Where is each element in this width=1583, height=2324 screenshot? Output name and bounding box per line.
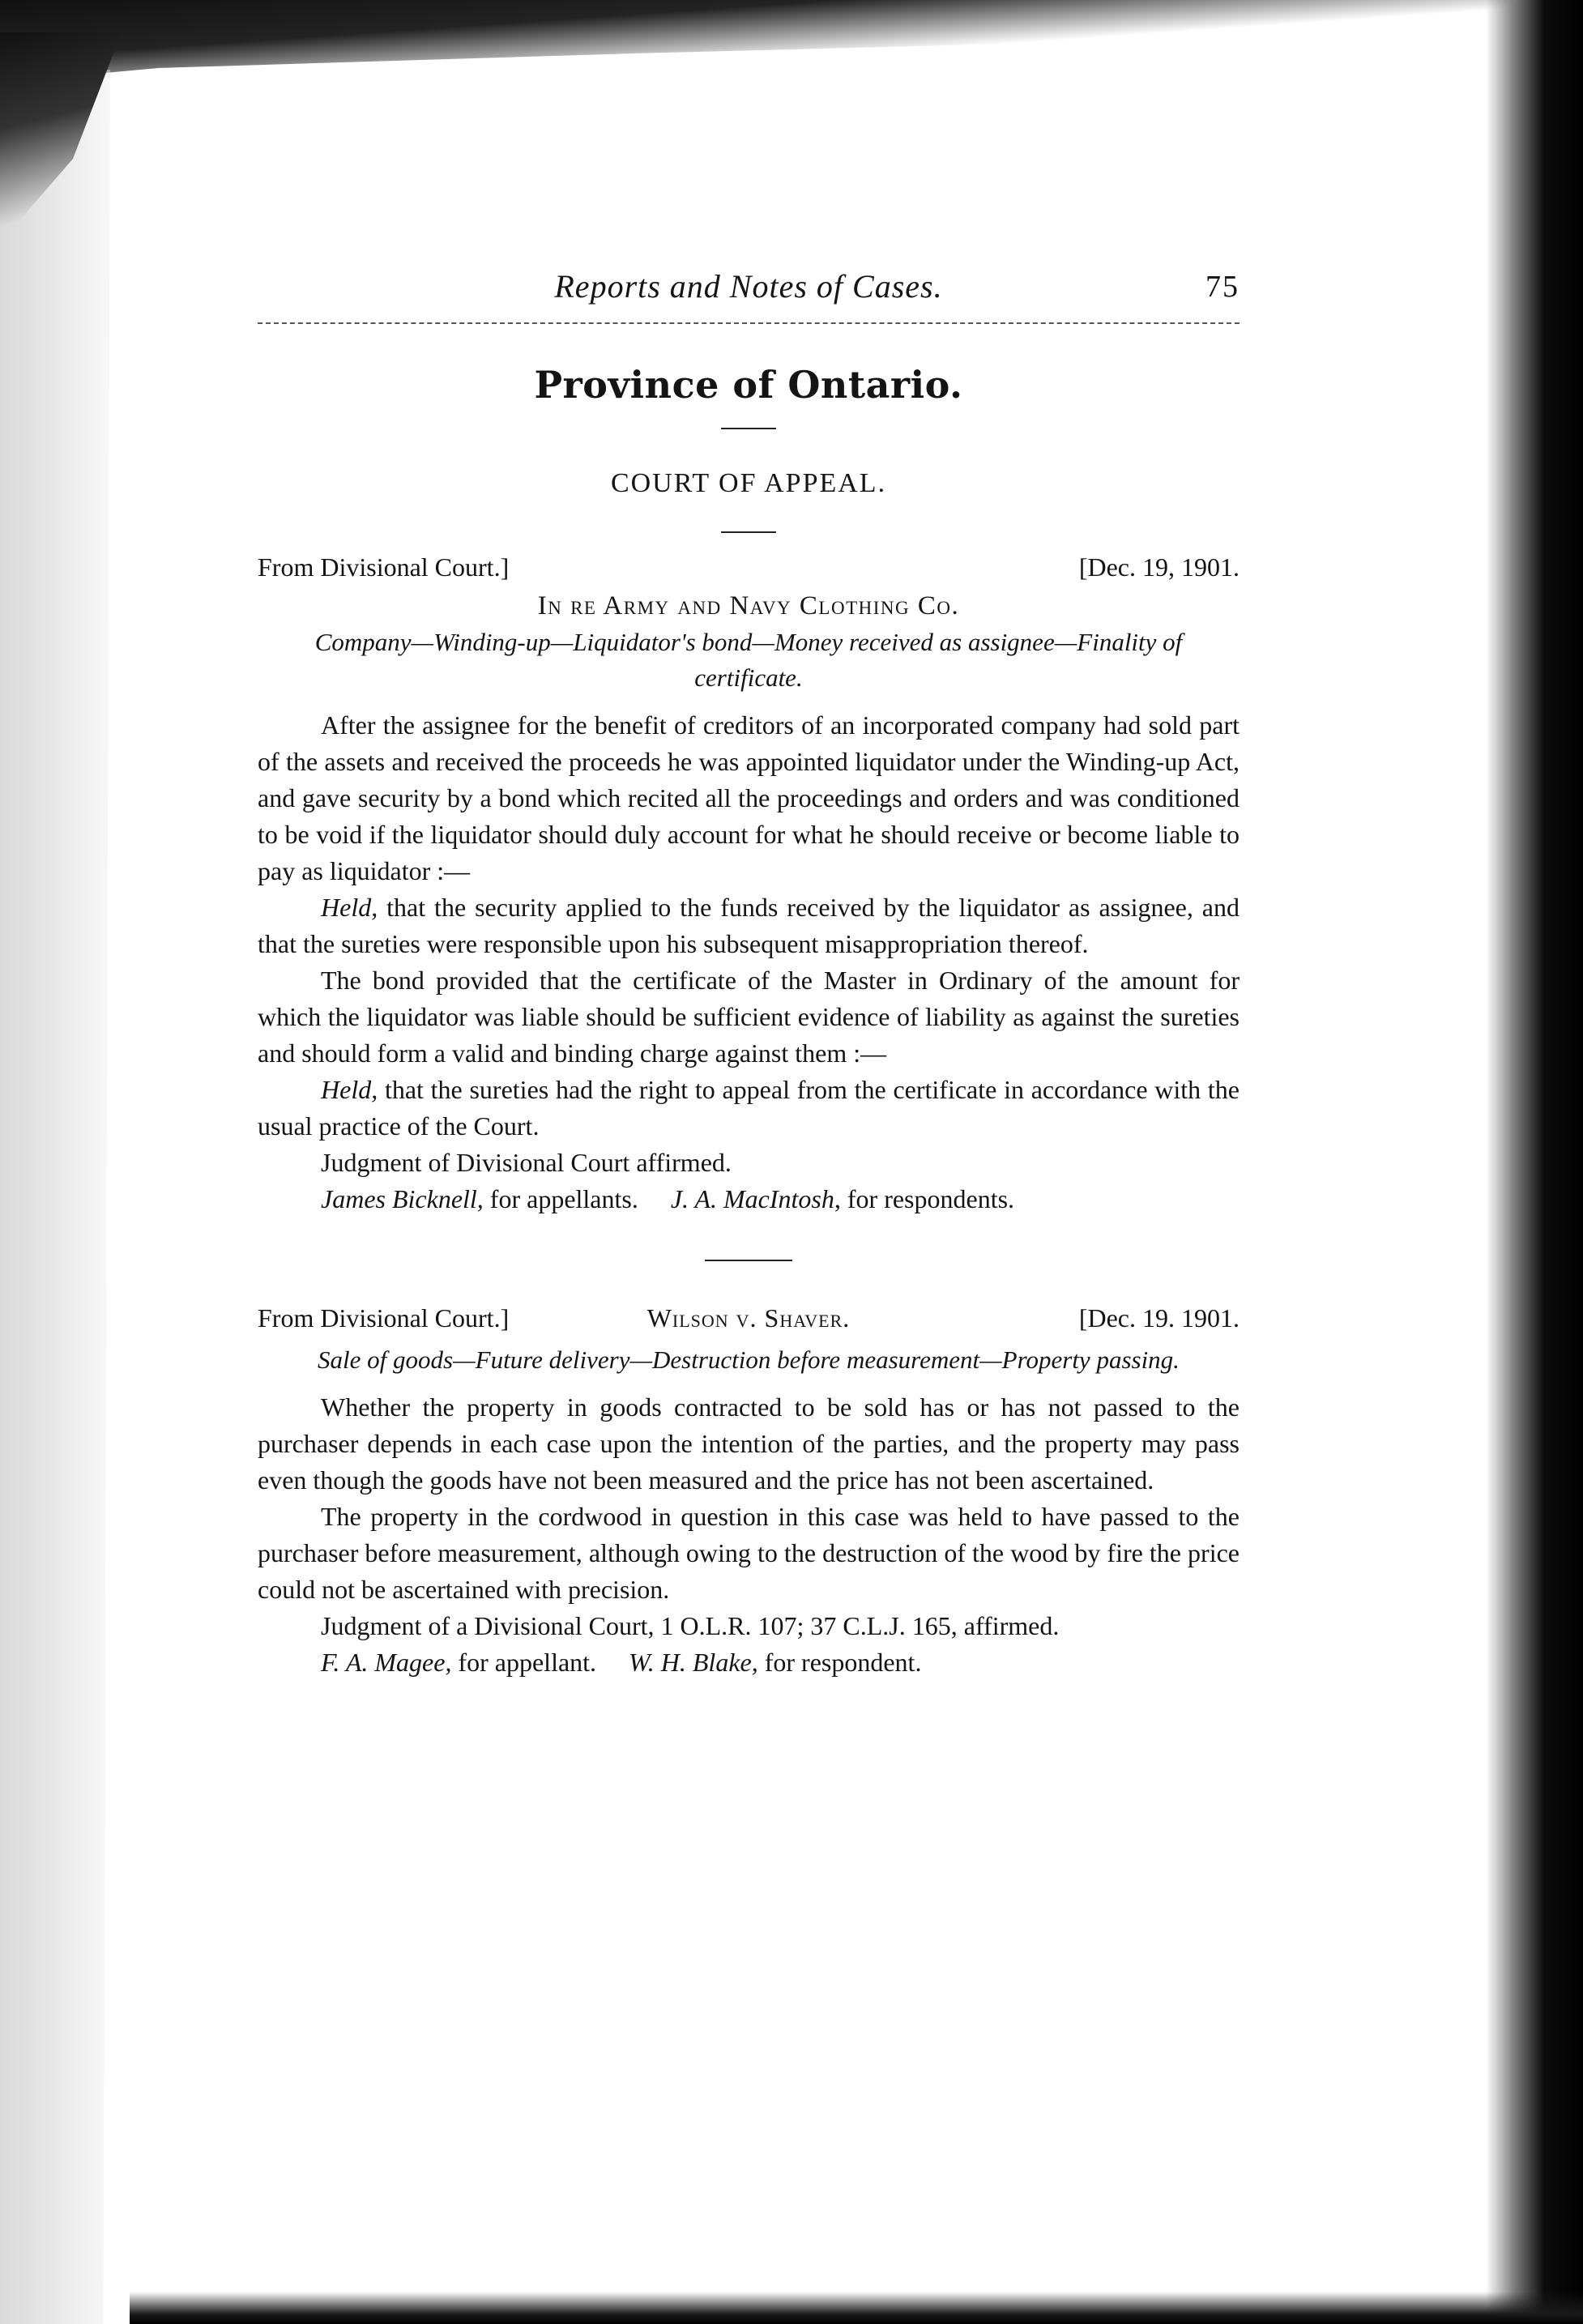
held-label: Held, <box>321 893 378 922</box>
case-2-from: From Divisional Court.] <box>258 1303 510 1333</box>
respondent-counsel-role: for respondent. <box>764 1648 922 1677</box>
case-1-date: [Dec. 19, 1901. <box>1078 552 1240 582</box>
appellant-counsel-name: F. A. Magee, <box>321 1648 452 1677</box>
appellant-counsel-name: James Bicknell, <box>321 1184 484 1213</box>
case-1-paragraph: After the assignee for the benefit of creditors of an incorporated company had sold part of the assets and received the proceeds he was appointed liquidator under the Winding-up Act, and gave security by a bond which recited all the proceedings and orders and was conditioned to be void if the liquidator should duly account for what he should receive or become liable to pay as liquidator :— <box>258 710 1240 885</box>
page-number: 75 <box>1205 270 1240 304</box>
case-2-date: [Dec. 19. 1901. <box>1078 1303 1240 1333</box>
header-rule <box>258 322 1240 324</box>
held-label: Held, <box>321 1075 378 1104</box>
appellant-counsel-role: for appellants. <box>489 1184 638 1213</box>
appellant-counsel-role: for appellant. <box>458 1648 597 1677</box>
section-divider <box>721 531 776 533</box>
case-divider <box>705 1260 792 1261</box>
scan-edge-bottom <box>130 2292 1583 2324</box>
case-1-from: From Divisional Court.] <box>258 552 510 582</box>
case-2-origin-row <box>258 1303 1240 1339</box>
province-heading: Province of Ontario. <box>534 363 963 407</box>
respondent-counsel-name: J. A. MacIntosh <box>670 1184 834 1213</box>
respondent-counsel-name: W. H. Blake, <box>629 1648 758 1677</box>
case-1-headnote: Company—Winding-up—Liquidator's bond—Money received as assignee—Finality of certificate. <box>314 628 1183 692</box>
running-head <box>258 267 1240 316</box>
case-1-paragraph: The bond provided that the certificate of the Master in Ordinary of the amount for which the liquidator was liable should be sufficient evidence of liability as against the sureties and should form a valid and binding charge against them :— <box>258 966 1240 1068</box>
case-1-holding-text: that the security applied to the funds received by the liquidator as assignee, and that the sureties were responsible upon his subsequent misappropriation thereof. <box>258 893 1240 958</box>
case-2-judgment: Judgment of a Divisional Court, 1 O.L.R. 107; 37 C.L.J. 165, affirmed. <box>321 1611 1060 1640</box>
page-content <box>258 267 1240 1681</box>
case-2-paragraph: Whether the property in goods contracted to be sold has or has not passed to the purchaser depends in each case upon the intention of the parties, and the property may pass even though the goods have not been measured and the price has not been ascertained. <box>258 1392 1240 1495</box>
scan-edge-top <box>0 0 1583 97</box>
running-title: Reports and Notes of Cases. <box>554 268 943 305</box>
case-2-title: Wilson v. Shaver. <box>646 1303 851 1333</box>
section-divider <box>721 428 776 429</box>
case-2-counsel <box>258 1644 1240 1681</box>
case-1-counsel <box>258 1181 1240 1217</box>
respondent-counsel-role: , for respondents. <box>834 1184 1015 1213</box>
case-1-paragraph <box>258 889 1240 962</box>
court-heading: COURT OF APPEAL. <box>610 468 887 498</box>
case-2-paragraph: The property in the cordwood in question in this case was held to have passed to the purchaser before measurement, although owing to the destruction of the wood by fire the price could not be ascertained with precision. <box>258 1502 1240 1604</box>
case-2-headnote: Sale of goods—Future delivery—Destruction before measurement—Property passing. <box>318 1345 1180 1374</box>
scan-edge-right <box>1486 0 1583 2324</box>
case-1-judgment: Judgment of Divisional Court affirmed. <box>321 1148 732 1177</box>
case-1-title: In re Army and Navy Clothing Co. <box>537 591 960 620</box>
case-1-paragraph <box>258 1072 1240 1145</box>
scan-edge-left <box>0 0 138 2324</box>
case-1-origin-row <box>258 552 1240 588</box>
case-1-holding-text: that the sureties had the right to appeal from the certificate in accordance with the usual practice of the Court. <box>258 1075 1240 1141</box>
